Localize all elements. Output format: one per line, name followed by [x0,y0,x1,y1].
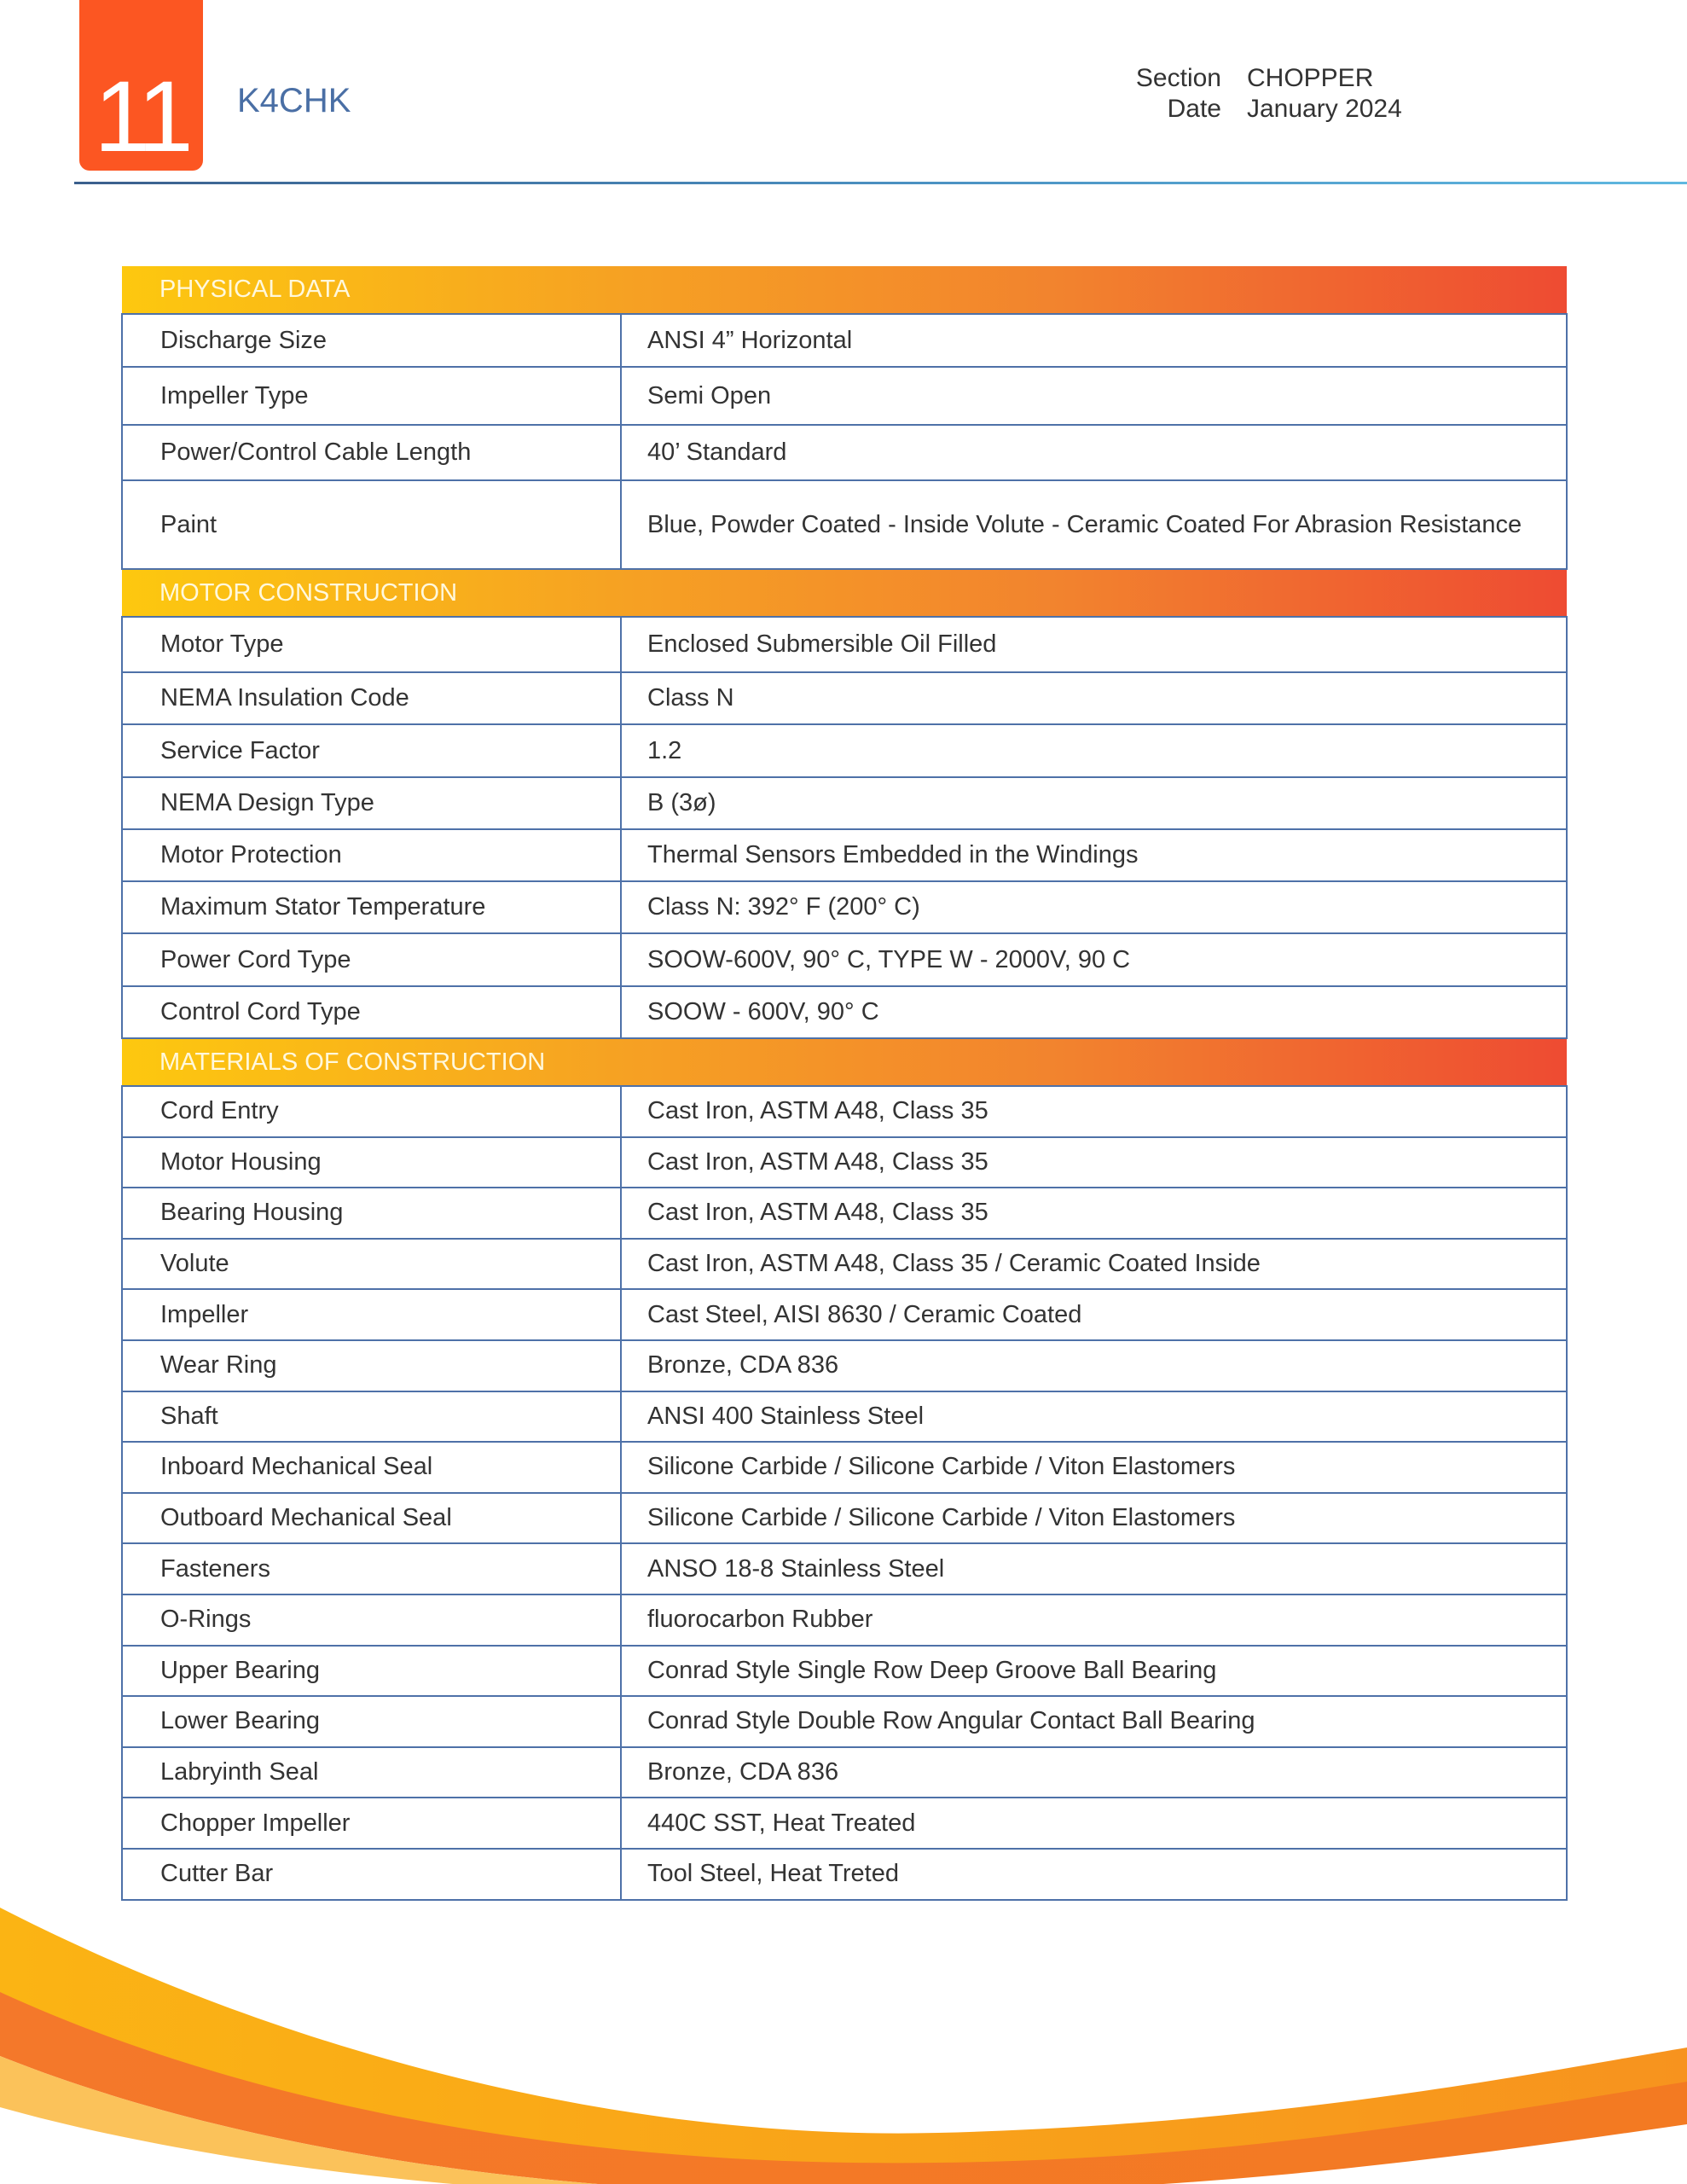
table-row [122,1391,1567,1443]
header-divider [74,182,1687,184]
spec-label: Shaft [122,1391,621,1443]
spec-value: Semi Open [621,367,1567,425]
table-row [122,1798,1567,1849]
spec-label: Impeller [122,1289,621,1340]
table-row [122,1696,1567,1747]
spec-label: Discharge Size [122,314,621,367]
model-name: K4CHK [237,82,351,119]
page-number: 11 [94,61,188,173]
table-row [122,672,1567,724]
table-row [122,724,1567,777]
spec-label: Lower Bearing [122,1696,621,1747]
spec-value: Cast Iron, ASTM A48, Class 35 / Ceramic Coated Inside [621,1239,1567,1290]
table-row [122,480,1567,569]
spec-label: Control Cord Type [122,986,621,1038]
spec-table [121,266,1568,1901]
spec-value: Silicone Carbide / Silicone Carbide / Viton Elastomers [621,1442,1567,1493]
table-row [122,881,1567,933]
table-row [122,1188,1567,1239]
spec-label: Volute [122,1239,621,1290]
spec-label: Motor Type [122,617,621,672]
spec-value: ANSO 18-8 Stainless Steel [621,1543,1567,1594]
table-row [122,425,1567,480]
spec-label: Cutter Bar [122,1849,621,1900]
spec-label: Cord Entry [122,1086,621,1137]
spec-value: Conrad Style Single Row Deep Groove Ball Bearing [621,1646,1567,1697]
spec-label: Motor Protection [122,829,621,881]
spec-label: Power Cord Type [122,933,621,986]
date-label: Date [1167,95,1221,123]
page-number-tab [79,0,203,171]
spec-label: O-Rings [122,1594,621,1646]
table-row [122,1086,1567,1137]
table-row [122,1747,1567,1798]
spec-label: Maximum Stator Temperature [122,881,621,933]
spec-value: Enclosed Submersible Oil Filled [621,617,1567,672]
table-row [122,1442,1567,1493]
spec-label: Chopper Impeller [122,1798,621,1849]
spec-value: Bronze, CDA 836 [621,1747,1567,1798]
spec-value: Cast Iron, ASTM A48, Class 35 [621,1137,1567,1188]
spec-label: Power/Control Cable Length [122,425,621,480]
table-row [122,1137,1567,1188]
spec-value: Cast Iron, ASTM A48, Class 35 [621,1086,1567,1137]
spec-value: 40’ Standard [621,425,1567,480]
spec-label: Labryinth Seal [122,1747,621,1798]
spec-value: Cast Steel, AISI 8630 / Ceramic Coated [621,1289,1567,1340]
spec-label: Outboard Mechanical Seal [122,1493,621,1544]
section-title: MOTOR CONSTRUCTION [122,569,1567,617]
table-row [122,1289,1567,1340]
spec-value: ANSI 4” Horizontal [621,314,1567,367]
spec-label: Bearing Housing [122,1188,621,1239]
spec-value: Class N: 392° F (200° C) [621,881,1567,933]
document-meta [1066,63,1402,125]
spec-label: Motor Housing [122,1137,621,1188]
table-row [122,617,1567,672]
section-header [122,266,1567,314]
spec-value: B (3ø) [621,777,1567,829]
spec-value: 1.2 [621,724,1567,777]
section-header [122,1038,1567,1086]
table-row [122,1594,1567,1646]
spec-label: Service Factor [122,724,621,777]
table-row [122,829,1567,881]
section-header [122,569,1567,617]
spec-label: Wear Ring [122,1340,621,1391]
table-row [122,314,1567,367]
section-value: CHOPPER [1247,64,1374,92]
table-row [122,1849,1567,1900]
table-row [122,1543,1567,1594]
spec-value: 440C SST, Heat Treated [621,1798,1567,1849]
section-title: MATERIALS OF CONSTRUCTION [122,1038,1567,1086]
decorative-swoosh [0,1894,1687,2184]
spec-value: SOOW-600V, 90° C, TYPE W - 2000V, 90 C [621,933,1567,986]
spec-value: Cast Iron, ASTM A48, Class 35 [621,1188,1567,1239]
section-title: PHYSICAL DATA [122,266,1567,314]
spec-value: Thermal Sensors Embedded in the Windings [621,829,1567,881]
table-row [122,1646,1567,1697]
table-row [122,933,1567,986]
spec-label: Paint [122,480,621,569]
date-value: January 2024 [1247,95,1402,123]
spec-label: Upper Bearing [122,1646,621,1697]
table-row [122,1340,1567,1391]
table-row [122,367,1567,425]
spec-value: Conrad Style Double Row Angular Contact Ball Bearing [621,1696,1567,1747]
spec-label: Fasteners [122,1543,621,1594]
table-row [122,1493,1567,1544]
spec-value: Tool Steel, Heat Treted [621,1849,1567,1900]
table-row [122,1239,1567,1290]
table-row [122,777,1567,829]
spec-value: Class N [621,672,1567,724]
spec-value: SOOW - 600V, 90° C [621,986,1567,1038]
spec-value: Silicone Carbide / Silicone Carbide / Viton Elastomers [621,1493,1567,1544]
section-label: Section [1135,64,1221,92]
spec-label: NEMA Design Type [122,777,621,829]
spec-value: fluorocarbon Rubber [621,1594,1567,1646]
table-row [122,986,1567,1038]
spec-label: NEMA Insulation Code [122,672,621,724]
spec-value: Blue, Powder Coated - Inside Volute - Ceramic Coated For Abrasion Resistance [621,480,1567,569]
spec-value: ANSI 400 Stainless Steel [621,1391,1567,1443]
spec-label: Impeller Type [122,367,621,425]
spec-value: Bronze, CDA 836 [621,1340,1567,1391]
spec-label: Inboard Mechanical Seal [122,1442,621,1493]
